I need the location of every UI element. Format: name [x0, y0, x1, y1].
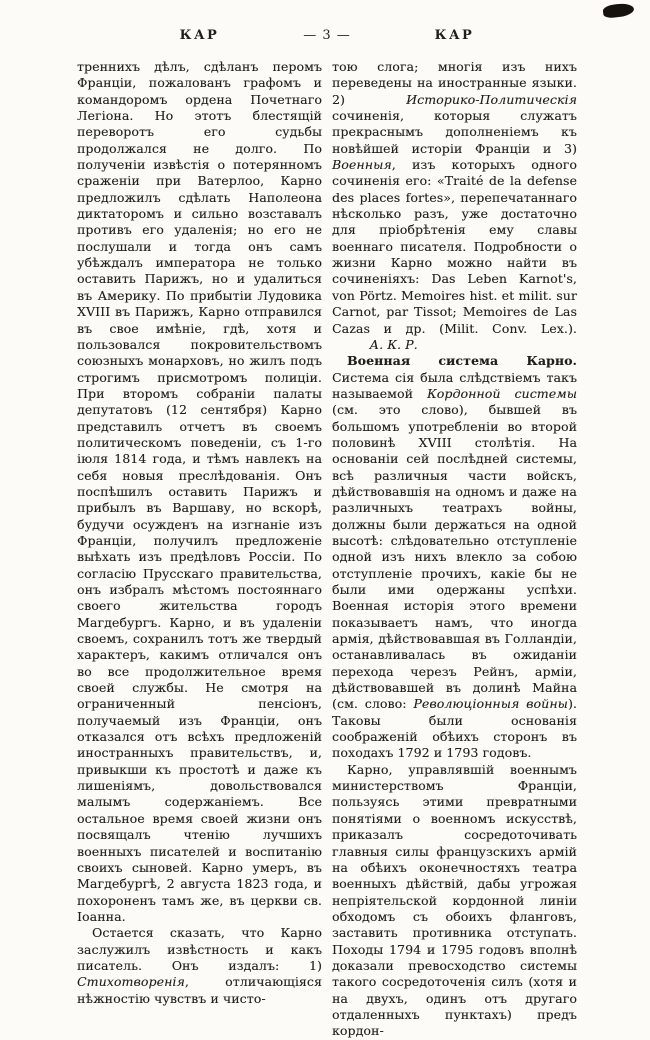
- text-run-signature: А. К. Р.: [369, 336, 418, 352]
- running-head-right-keyword: КАР: [434, 28, 475, 43]
- paragraph: [332, 762, 577, 1040]
- text-run-italic: Военныя: [332, 157, 392, 173]
- paragraph: [332, 353, 577, 762]
- text-run-italic: Революціонныя войны: [413, 696, 568, 712]
- scan-ink-mark: [602, 2, 634, 19]
- text-run: Карно, управлявшій военнымъ министерствомъ Франціи, пользуясь этими превратными понятіями о военномъ искусствѣ, приказалъ сосредоточивать главныя силы французскихъ армій на обѣихъ оконечностяхъ театра военныхъ дѣйствій, дабы угрожая непріятельской кордонной линіи обходомъ съ обоихъ фланговъ, заставить противника отступать. Походы 1794 и 1795 годовъ вполнѣ доказали превосходство системы такого сосредоточенія силъ (хотя и на двухъ, одинъ отъ другаго отдаленныхъ пунктахъ) предъ кордон-: [332, 761, 577, 1039]
- text-run-italic: Стихотворенія: [77, 974, 185, 990]
- paragraph: [332, 59, 577, 353]
- running-head-left-keyword: КАР: [179, 28, 220, 43]
- column-right: [332, 59, 577, 1040]
- text-run: треннихъ дѣлъ, сдѣланъ перомъ Франціи, пожалованъ графомъ и командоромъ ордена Почетнаго Легіона. Но этотъ блестящій переворотъ его судьбы продолжался не долго. По полученіи извѣстія о потерянномъ сраженіи при Ватерлоо, Карно предложилъ сдѣлать Наполеона диктаторомъ и сильно возставалъ противъ его удаленія; но его не послушали и тогда онъ самъ убѣждалъ императора не только оставить Парижъ, но и удалиться въ Америку. По прибытіи Лудовика XVIII въ Парижъ, Карно отправился въ свое имѣніе, гдѣ, хотя и пользовался покровительствомъ союзныхъ монарховъ, но жилъ подъ строгимъ присмотромъ полиціи. При второмъ собраніи палаты депутатовъ (12 сентября) Карно представилъ отчетъ въ своемъ политическомъ поведеніи, съ 1-го іюля 1814 года, и тѣмъ навлекъ на себя новыя преслѣдованія. Онъ поспѣшилъ оставить Парижъ и прибылъ въ Варшаву, но вскорѣ, будучи осужденъ на изгнаніе изъ Франціи, получилъ предложеніе выѣхать изъ предѣловъ Россіи. По согласію Прусскаго правительства, онъ избралъ мѣстомъ постояннаго своего жительства городъ Магдебургъ. Карно, и въ удаленіи своемъ, сохранилъ тотъ же твердый характеръ, какимъ отличался онъ во все продолжительное время своей службы. Не смотря на ограниченный пенсіонъ, получаемый изъ Франціи, онъ отказался отъ всѣхъ предложеній иностранныхъ правительствъ, и, привыкши къ простотѣ и даже къ лишеніямъ, довольствовался малымъ содержаніемъ. Все остальное время своей жизни онъ посвящалъ чтенію лучшихъ военныхъ писателей и воспитанію своихъ сыновей. Карно умеръ, въ Магдебургѣ, 2 августа 1823 года, и похороненъ тамъ же, въ церкви св. Іоанна.: [77, 59, 322, 924]
- text-run: , изъ которыхъ одного сочиненія его: «Traité de la defense des places fortes», перепечатаннаго нѣсколько разъ, уже достаточно для пріобрѣтенія ему славы военнаго писателя. Подробности о жизни Карно можно найти въ сочиненіяхъ: Das Leben Karnot's, von Pörtz. Memoires hist. et milit. sur Carnot, par Tissot; Memoires de Las Cazas и др. (Milit. Conv. Lex.).: [332, 157, 577, 336]
- text-run: тою слога; многія изъ нихъ переведены на иностранные языки. 2): [332, 59, 577, 107]
- text-run-italic: Историко-Политическія: [406, 91, 577, 107]
- text-run: сочиненія, которыя служатъ прекраснымъ дополненіемъ къ новѣйшей исторіи Франціи и 3): [332, 108, 577, 156]
- text-run: Система сія была слѣдствіемъ такъ называемой: [332, 369, 577, 401]
- text-run: (см. это слово), бывшей въ большомъ употребленіи во второй половинѣ XVIII столѣтія. На основаніи сей послѣдней системы, всѣ различныя части войскъ, дѣйствовавшія на одномъ и даже на различныхъ театрахъ войны, должны были держаться на одной высотѣ: слѣдовательно отступленіе одной изъ нихъ влекло за собою отступленіе прочихъ, какіе бы не были ими одержаны успѣхи. Военная исторія этого времени показываетъ намъ, что иногда армія, дѣйствовавшая въ Голландіи, останавливалась въ ожиданіи перехода черезъ Рейнъ, арміи, дѣйствовавшей въ долинѣ Майна (см. слово:: [332, 402, 577, 712]
- text-run: ). Таковы были основанія соображеній обѣихъ сторонъ въ походахъ 1792 и 1793 годовъ.: [332, 696, 577, 761]
- page-number: — 3 —: [303, 28, 351, 43]
- column-left: [77, 59, 322, 1040]
- text-run-bold: Военная система Карно.: [347, 353, 577, 369]
- paragraph: [77, 59, 322, 925]
- running-head: [77, 28, 577, 50]
- paragraph: [77, 925, 322, 1007]
- text-run: , отличающіяся нѣжностію чувствъ и чисто-: [77, 974, 322, 1006]
- text-run-italic: Кордонной системы: [426, 385, 577, 401]
- text-run: Остается сказать, что Карно заслужилъ извѣстность и какъ писатель. Онъ издалъ: 1): [77, 925, 322, 973]
- text-columns: [77, 59, 577, 1040]
